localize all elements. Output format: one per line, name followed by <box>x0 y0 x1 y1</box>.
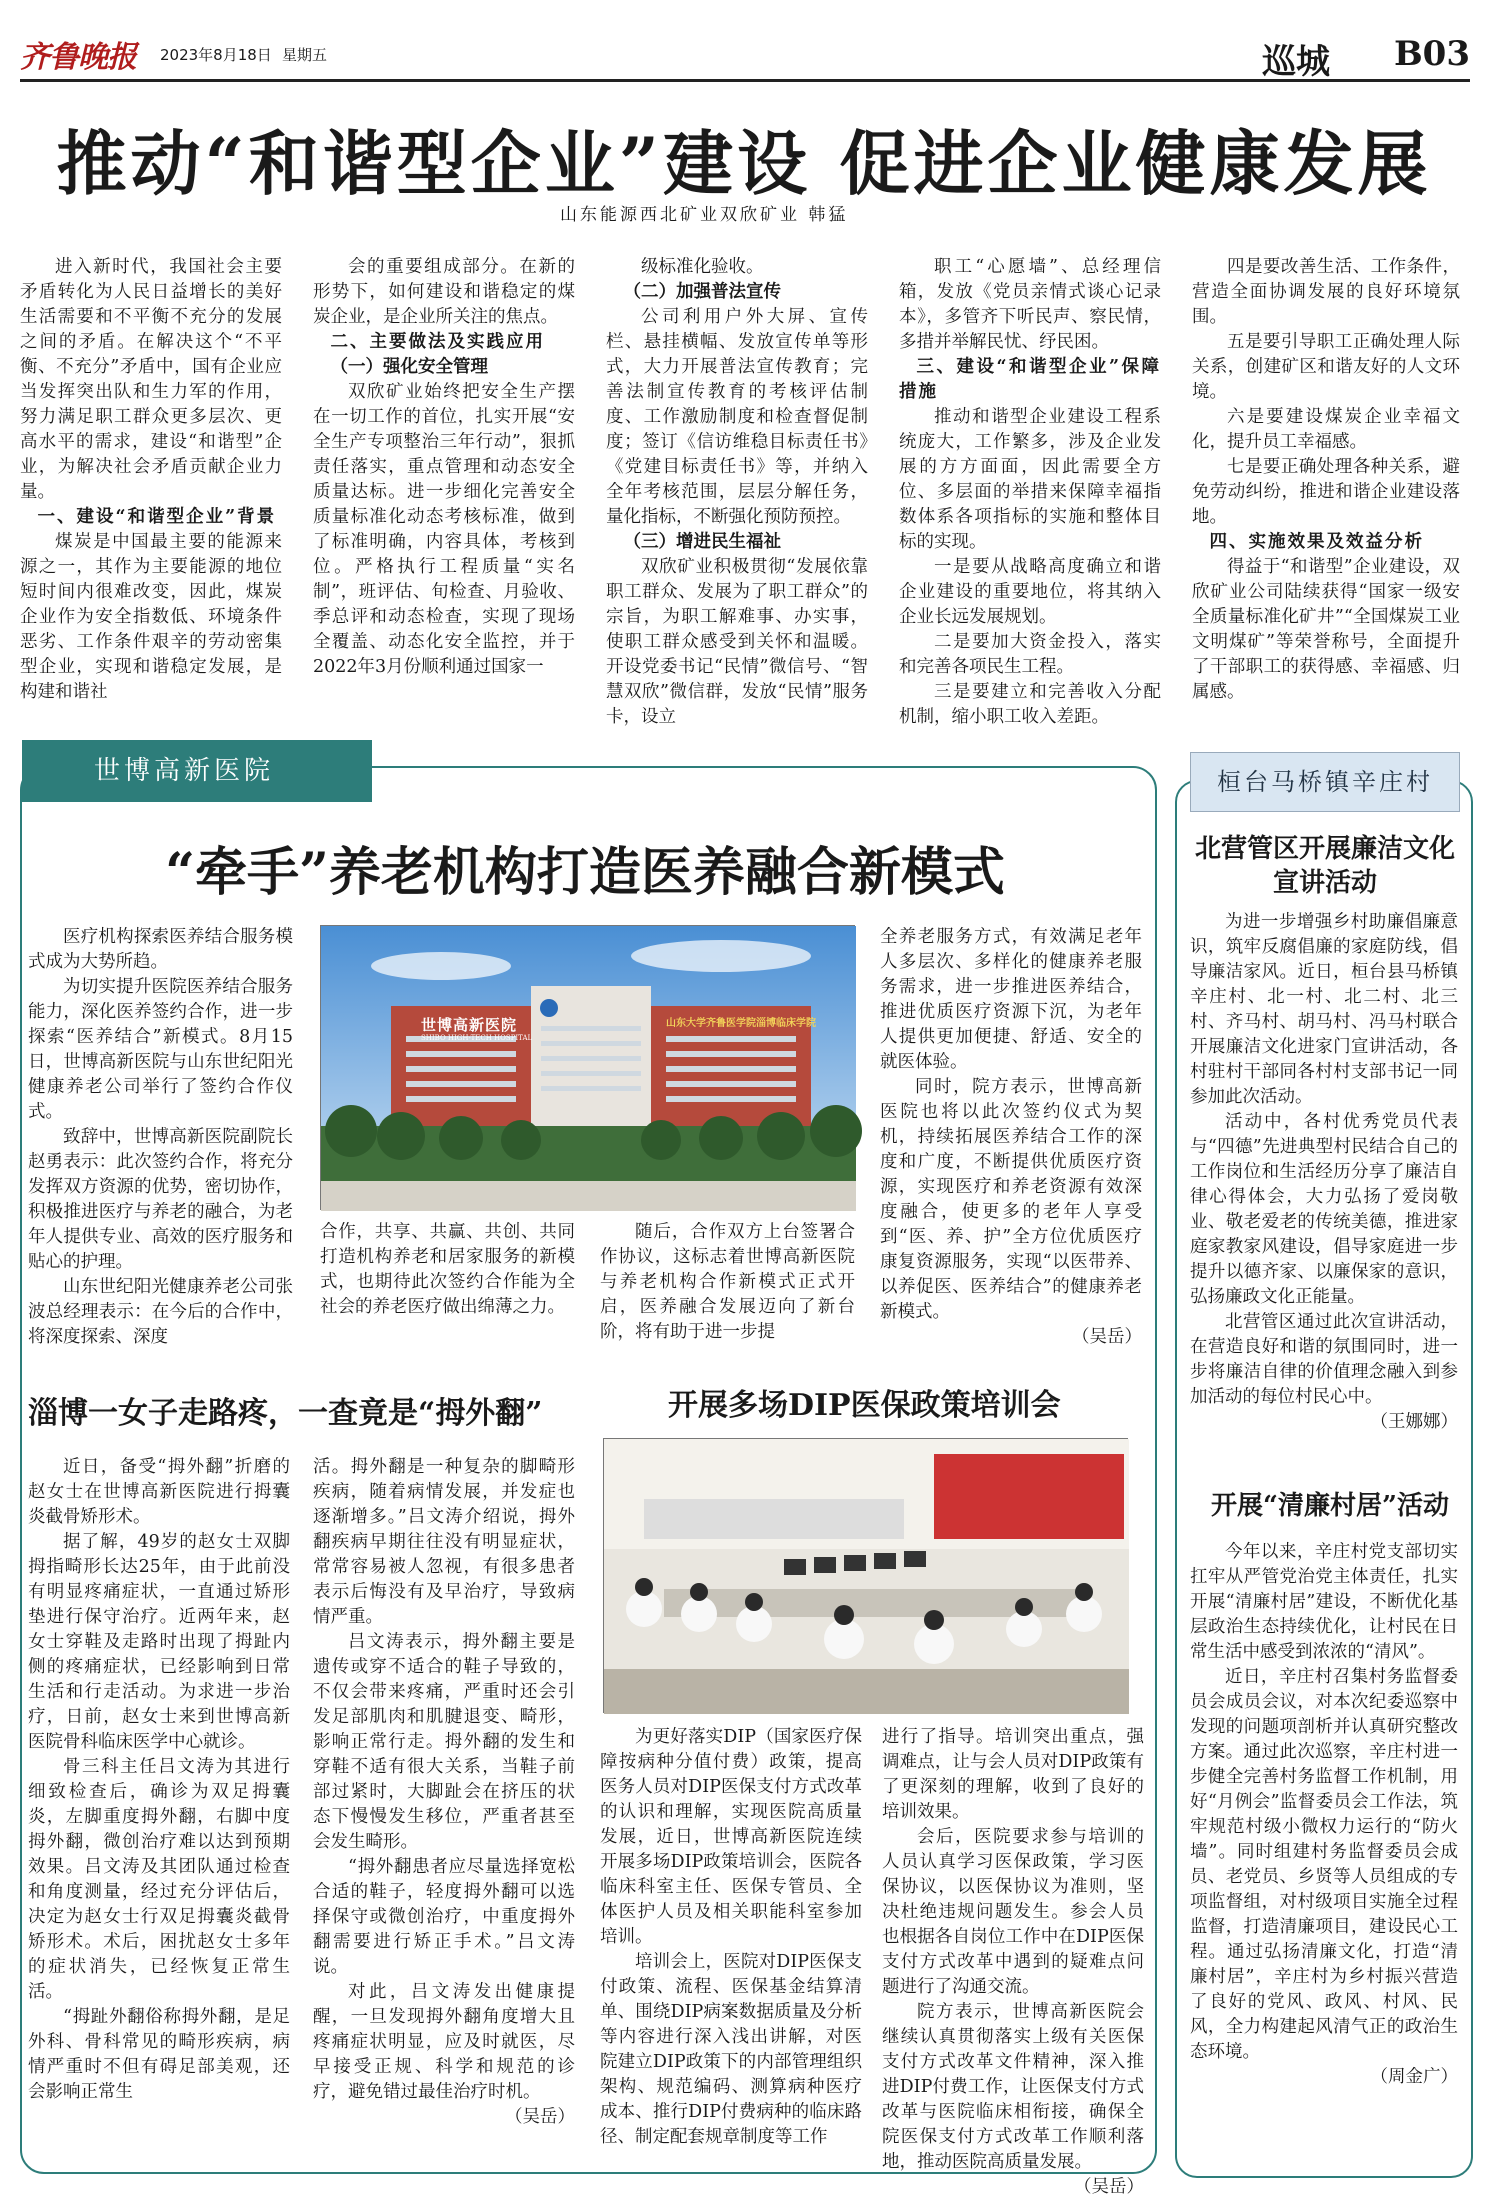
masthead <box>20 32 1470 82</box>
section-heading: 二、主要做法及实践应用 <box>330 332 545 352</box>
lead-column-5 <box>1192 255 1460 715</box>
hospital-sign-en: SHIBO HIGH-TECH HOSPITAL <box>421 1034 533 1042</box>
paragraph: 三是要建立和完善收入分配机制，缩小职工收入差距。 <box>899 682 1161 727</box>
paragraph: 六是要建设煤炭企业幸福文化，提升员工幸福感。 <box>1192 407 1460 452</box>
paragraph: 得益于“和谐型”企业建设，双欣矿业公司陆续获得“国家一级安全质量标准化矿井”“全国煤炭工业文明煤矿”等荣誉称号，全面提升了干部职工的获得感、幸福感、归属感。 <box>1192 557 1460 702</box>
training-meeting-image <box>604 1439 1129 1714</box>
paragraph: 骨三科主任吕文涛为其进行细致检查后，确诊为双足拇囊炎，左脚重度拇外翻，右脚中度拇外翻，微创治疗难以达到预期效果。吕文涛及其团队通过检查和角度测量，经过充分评估后，决定为赵女士行双足拇囊炎截骨矫形术。术后，困扰赵女士多年的症状消失，已经恢复正常生活。 <box>28 1757 290 2002</box>
article2-column-2 <box>313 1455 575 2165</box>
paragraph: 进入新时代，我国社会主要矛盾转化为人民日益增长的美好生活需要和不平衡不充分的发展之间的矛盾。在解决这个“不平衡、不充分”矛盾中，国有企业应当发挥突出队和生力军的作用，努力满足职工群众更多层次、更高水平的需求，建设“和谐型”企业，为解决社会矛盾贡献企业力量。 <box>20 257 282 502</box>
paragraph: 活动中，各村优秀党员代表与“四德”先进典型村民结合自己的工作岗位和生活经历分享了廉洁自律心得体会，大力弘扬了爱岗敬业、敬老爱老的传统美德，推进家庭家教家风建设，倡导家庭进一步提升以德齐家、以廉保家的意识，弘扬廉政文化正能量。 <box>1190 1112 1458 1307</box>
paragraph: 一是要从战略高度确立和谐企业建设的重要地位，将其纳入企业长远发展规划。 <box>899 557 1161 627</box>
paragraph: 据了解，49岁的赵女士双脚拇指畸形长达25年，由于此前没有明显疼痛症状，一直通过矫形垫进行保守治疗。近两年来，赵女士穿鞋及走路时出现了拇趾内侧的疼痛症状，已经影响到日常生活和行走活动。为求进一步治疗，日前，赵女士来到世博高新医院骨科临床医学中心就诊。 <box>28 1532 290 1752</box>
section-heading: 四、实施效果及效益分析 <box>1209 532 1424 552</box>
issue-date: 2023年8月18日 <box>160 46 272 64</box>
article1-column-4 <box>880 925 1142 1375</box>
section-heading: 三、建设“和谐型企业”保障措施 <box>899 357 1161 402</box>
medical-school-sign: 山东大学齐鲁医学院淄博临床学院 <box>666 1018 816 1029</box>
paragraph: 近日，备受“拇外翻”折磨的赵女士在世博高新医院进行拇囊炎截骨矫形术。 <box>28 1457 290 1527</box>
paragraph: 全养老服务方式，有效满足老年人多层次、多样化的健康养老服务需求，进一步推进医养结合，推进优质医疗资源下沉，为老年人提供更加便捷、舒适、安全的就医体验。 <box>880 927 1142 1072</box>
paragraph: “拇趾外翻俗称拇外翻，是足外科、骨科常见的畸形疾病，病情严重时不但有碍足部美观，还会影响正常生 <box>28 2007 290 2102</box>
hospital-photo <box>320 925 855 1210</box>
lead-column-2 <box>313 255 575 715</box>
byline-sign: （周金广） <box>1370 2067 1458 2087</box>
article1-column-2 <box>320 1220 575 1370</box>
byline-sign: （吴岳） <box>505 2107 575 2127</box>
paragraph: 推动和谐型企业建设工程系统庞大，工作繁多，涉及企业发展的方方面面，因此需要全方位、多层面的举措来保障幸福指数体系各项指标的实施和整体目标的实现。 <box>899 407 1161 552</box>
paragraph: 对此，吕文涛发出健康提醒，一旦发现拇外翻角度增大且疼痛症状明显，应及时就医，尽早接受正规、科学和规范的诊疗，避免错过最佳治疗时机。 <box>313 1982 575 2102</box>
village-article2-body <box>1190 1540 1458 2165</box>
article3-column-2 <box>882 1725 1144 2197</box>
lead-column-1 <box>20 255 282 715</box>
paragraph: 四是要改善生活、工作条件，营造全面协调发展的良好环境氛围。 <box>1192 257 1460 327</box>
paragraph: 会后，医院要求参与培训的人员认真学习医保政策，学习医保协议，以医保协议为准则，坚决杜绝违规问题发生。参会人员也根据各自岗位工作中在DIP医保支付方式改革中遇到的疑难点问题进行了沟通交流。 <box>882 1827 1144 1997</box>
paragraph: 医疗机构探索医养结合服务模式成为大势所趋。 <box>28 927 293 972</box>
paragraph: 北营管区通过此次宣讲活动，在营造良好和谐的氛围同时，进一步将廉洁自律的价值理念融入到参加活动的每位村民心中。 <box>1190 1312 1458 1407</box>
issue-weekday: 星期五 <box>282 46 328 64</box>
article1-column-1 <box>28 925 293 1370</box>
paragraph: 吕文涛表示，拇外翻主要是遗传或穿不适合的鞋子导致的，不仅会带来疼痛，严重时还会引发足部肌肉和肌腱退变、畸形，影响正常行走。拇外翻的发生和穿鞋不适有很大关系，当鞋子前部过紧时，大脚趾会在挤压的状态下慢慢发生移位，严重者甚至会发生畸形。 <box>313 1632 575 1852</box>
paragraph: 随后，合作双方上台签署合作协议，这标志着世博高新医院与养老机构合作新模式正式开启，医养融合发展迈向了新台阶，将有助于进一步提 <box>600 1222 855 1342</box>
paragraph: “拇外翻患者应尽量选择宽松合适的鞋子，轻度拇外翻可以选择保守或微创治疗，中重度拇外翻需要进行矫正手术。”吕文涛说。 <box>313 1857 575 1977</box>
paragraph: 致辞中，世博高新医院副院长赵勇表示：此次签约合作，将充分发挥双方资源的优势，密切协作，积极推进医疗与养老的融合，为老年人提供专业、高效的医疗服务和贴心的护理。 <box>28 1127 293 1272</box>
village-article2-headline: 开展“清廉村居”活动 <box>1211 1491 1449 1521</box>
section-name: 巡城 <box>1262 42 1330 82</box>
paragraph: 院方表示，世博高新医院会继续认真贯彻落实上级有关医保支付方式改革文件精神，深入推进DIP付费工作，让医保支付方式改革与医院临床相衔接，确保全院医保支付方式改革工作顺利落地，推动医院高质量发展。 <box>882 2002 1144 2172</box>
paragraph: 为切实提升医院医养结合服务能力，深化医养签约合作，进一步探索“医养结合”新模式。8月15日，世博高新医院与山东世纪阳光健康养老公司举行了签约合作仪式。 <box>28 977 293 1122</box>
paragraph: 近日，辛庄村召集村务监督委员会成员会议，对本次纪委巡察中发现的问题项剖析并认真研究整改方案。通过此次巡察，辛庄村进一步健全完善村务监督工作机制，用好“月例会”监督委员会工作法，筑牢规范村级小微权力运行的“防火墙”。同时组建村务监督委员会成员、老党员、乡贤等人员组成的专项监督组，对村级项目实施全过程监督，打造清廉项目，建设民心工程。通过弘扬清廉文化，打造“清廉村居”，辛庄村为乡村振兴营造了良好的党风、政风、村风、民风，全力构建起风清气正的政治生态环境。 <box>1190 1667 1458 2062</box>
byline-sign: （吴岳） <box>1072 1327 1142 1347</box>
paragraph: 七是要正确处理各种关系，避免劳动纠纷，推进和谐企业建设落地。 <box>1192 457 1460 527</box>
article3-headline: 开展多场DIP医保政策培训会 <box>668 1388 1061 1423</box>
sponsor-tab: 世博高新医院 <box>22 740 372 802</box>
paragraph: 同时，院方表示，世博高新医院也将以此次签约仪式为契机，持续拓展医养结合工作的深度和广度，不断提供优质医疗资源，实现医疗和养老资源有效深度融合，使更多的老年人享受到“医、养、护”全方位优质医疗康复资源服务，实现“以医带养、以养促医、医养结合”的健康养老新模式。 <box>880 1077 1142 1322</box>
article1-headline: “牵手”养老机构打造医养融合新模式 <box>165 842 1005 903</box>
paragraph: 级标准化验收。 <box>641 257 764 277</box>
article2-column-1 <box>28 1455 290 2165</box>
newspaper-logo: 齐鲁晚报 <box>20 40 136 75</box>
paragraph: 培训会上，医院对DIP医保支付政策、流程、医保基金结算清单、围绕DIP病案数据质量及分析等内容进行深入浅出讲解，对医院建立DIP政策下的内部管理组织架构、规范编码、测算病种医疗成本、推行DIP付费病种的临床路径、制定配套规章制度等工作 <box>600 1952 862 2147</box>
page-number: B03 <box>1393 34 1470 74</box>
paragraph: 双欣矿业积极贯彻“发展依靠职工群众、发展为了职工群众”的宗旨，为职工解难事、办实事，使职工群众感受到关怀和温暖。开设党委书记“民情”微信号、“智慧双欣”微信群，发放“民情”服务卡，设立 <box>606 557 868 727</box>
byline-sign: （吴岳） <box>1074 2177 1144 2197</box>
lead-byline: 山东能源西北矿业双欣矿业 韩猛 <box>560 205 849 225</box>
byline-sign: （王娜娜） <box>1370 1412 1458 1432</box>
lead-column-4 <box>899 255 1161 727</box>
subheading: （二）加强普法宣传 <box>623 282 781 302</box>
paragraph: 二是要加大资金投入，落实和完善各项民生工程。 <box>899 632 1161 677</box>
paragraph: 会的重要组成部分。在新的形势下，如何建设和谐稳定的煤炭企业，是企业所关注的焦点。 <box>313 257 575 327</box>
paragraph: 煤炭是中国最主要的能源来源之一，其作为主要能源的地位短时间内很难改变，因此，煤炭企业作为安全指数低、环境条件恶劣、工作条件艰辛的劳动密集型企业，实现和谐稳定发展，是构建和谐社 <box>20 532 282 702</box>
paragraph: 五是要引导职工正确处理人际关系，创建矿区和谐友好的人文环境。 <box>1192 332 1460 402</box>
article2-headline: 淄博一女子走路疼，一查竟是“拇外翻” <box>28 1396 543 1431</box>
article3-column-1 <box>600 1725 862 2165</box>
lead-headline: 推动“和谐型企业”建设 促进企业健康发展 <box>56 122 1432 205</box>
paragraph: 公司利用户外大屏、宣传栏、悬挂横幅、发放宣传单等形式，大力开展普法宣传教育；完善法制宣传教育的考核评估制度、工作激励制度和检查督促制度；签订《信访维稳目标责任书》《党建目标责任书》等，并纳入全年考核范围，层层分解任务，量化指标，不断强化预防预控。 <box>606 307 868 527</box>
village-article1-body <box>1190 910 1458 1470</box>
section-heading: 一、建设“和谐型企业”背景 <box>37 507 277 527</box>
paragraph: 双欣矿业始终把安全生产摆在一切工作的首位，扎实开展“安全生产专项整治三年行动”，狠抓责任落实，重点管理和动态安全质量达标。进一步细化完善安全质量标准化动态考核标准，做到了标准明确，内容具体，考核到位。严格执行工程质量“实名制”，班评估、旬检查、月验收、季总评和动态检查，实现了现场全覆盖、动态化安全监控，并于2022年3月份顺利通过国家一 <box>313 382 575 677</box>
subheading: （三）增进民生福祉 <box>623 532 781 552</box>
hospital-building-image <box>321 926 856 1211</box>
paragraph: 为进一步增强乡村助廉倡廉意识，筑牢反腐倡廉的家庭防线，倡导廉洁家风。近日，桓台县马桥镇辛庄村、北一村、北二村、北三村、齐马村、胡马村、冯马村联合开展廉洁文化进家门宣讲活动，各村驻村干部同各村村支部书记一同参加此次活动。 <box>1190 912 1458 1107</box>
paragraph: 进行了指导。培训突出重点，强调难点，让与会人员对DIP政策有了更深刻的理解，收到了良好的培训效果。 <box>882 1727 1144 1822</box>
paragraph: 合作，共享、共赢、共创、共同打造机构养老和居家服务的新模式，也期待此次签约合作能为全社会的养老医疗做出绵薄之力。 <box>320 1222 575 1317</box>
lead-column-3 <box>606 255 868 727</box>
paragraph: 今年以来，辛庄村党支部切实扛牢从严管党治党主体责任，扎实开展“清廉村居”建设，不断优化基层政治生态持续优化，让村民在日常生活中感受到浓浓的“清风”。 <box>1190 1542 1458 1662</box>
hospital-sign-cn: 世博高新医院 <box>421 1016 518 1034</box>
paragraph: 山东世纪阳光健康养老公司张波总经理表示：在今后的合作中，将深度探索、深度 <box>28 1277 293 1347</box>
village-tab: 桓台马桥镇辛庄村 <box>1190 752 1460 812</box>
training-photo <box>603 1438 1128 1713</box>
paragraph: 职工“心愿墙”、总经理信箱，发放《党员亲情式谈心记录本》，多管齐下听民声、察民情，多措并举解民忧、纾民困。 <box>899 257 1161 352</box>
village-article1-headline: 北营管区开展廉洁文化宣讲活动 <box>1194 834 1455 898</box>
article1-column-3 <box>600 1220 855 1370</box>
paragraph: 为更好落实DIP（国家医疗保障按病种分值付费）政策，提高医务人员对DIP医保支付方式改革的认识和理解，实现医院高质量发展，近日，世博高新医院连续开展多场DIP政策培训会，医院各临床科室主任、医保专管员、全体医护人员及相关职能科室参加培训。 <box>600 1727 862 1947</box>
subheading: （一）强化安全管理 <box>330 357 488 377</box>
paragraph: 活。拇外翻是一种复杂的脚畸形疾病，随着病情发展，并发症也逐渐增多。”吕文涛介绍说，拇外翻疾病早期往往没有明显症状，常常容易被人忽视，有很多患者表示后悔没有及早治疗，导致病情严重。 <box>313 1457 575 1627</box>
